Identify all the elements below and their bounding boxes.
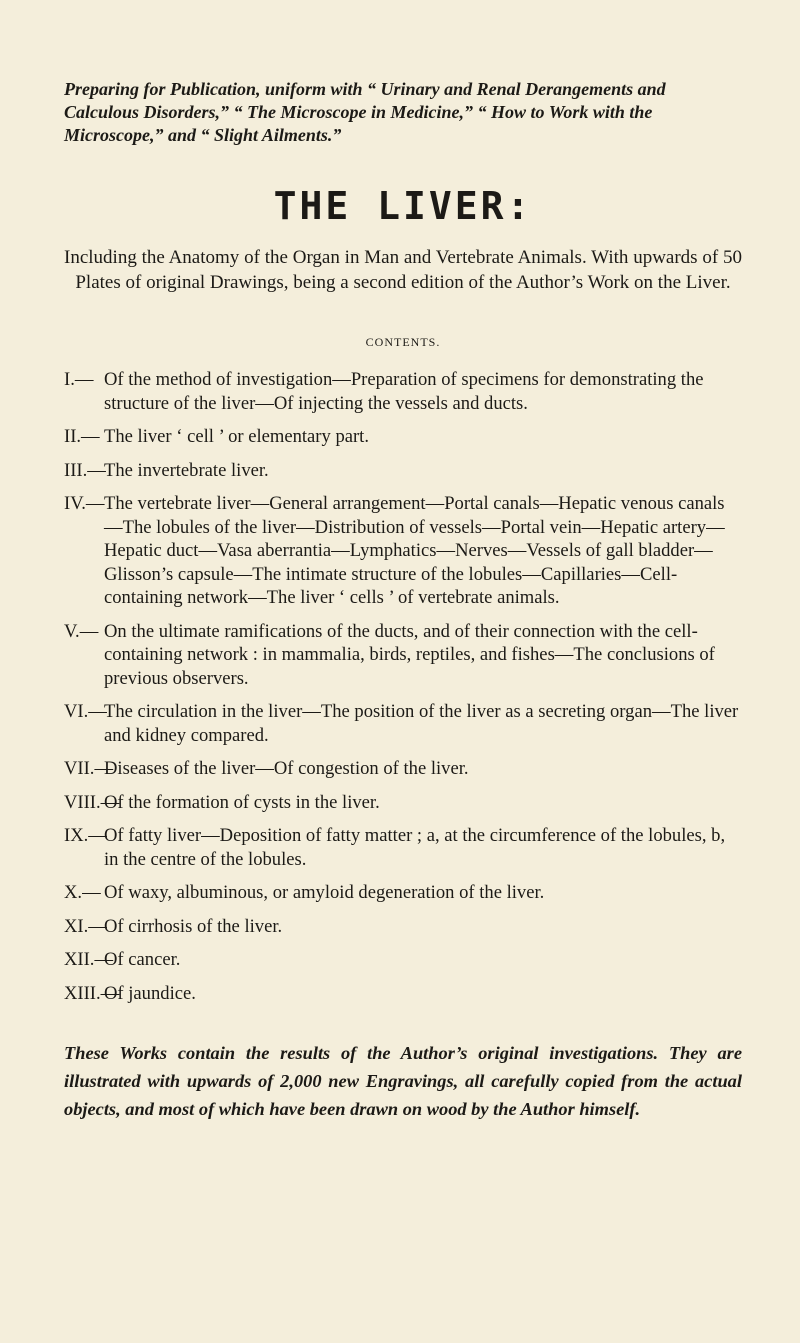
description-paragraph: Including the Anatomy of the Organ in Man and Vertebrate Animals. With upwards of 50 Plates of original Drawings, being a second edition of the Author’s Work on the Liver. bbox=[64, 247, 742, 293]
contents-item-number: XIII. — bbox=[64, 982, 119, 1006]
contents-item-text: The circulation in the liver—The position of the liver as a secreting organ—The liver and kidney compared. bbox=[104, 701, 739, 746]
contents-item bbox=[64, 948, 742, 972]
contents-item-number: III. — bbox=[64, 459, 106, 483]
contents-item-text: Diseases of the liver—Of congestion of the liver. bbox=[104, 758, 469, 779]
contents-item-number: VIII. — bbox=[64, 791, 119, 815]
contents-heading: CONTENTS. bbox=[365, 335, 441, 349]
intro-paragraph: Preparing for Publication, uniform with “ Urinary and Renal Derangements and Calculous Disorders,” “ The Microscope in Medicine,” “ How to Work with the Microscope,” and “ Slight Ailments.” bbox=[64, 79, 666, 145]
contents-item-text: Of jaundice. bbox=[104, 982, 196, 1004]
contents-item bbox=[64, 459, 742, 483]
contents-item bbox=[64, 824, 742, 871]
contents-item bbox=[64, 425, 742, 449]
page-title: THE LIVER: bbox=[273, 184, 533, 228]
contents-item-text: The invertebrate liver. bbox=[104, 459, 269, 481]
contents-item-text: On the ultimate ramifications of the ducts, and of their connection with the cell-containing network : in mammalia, birds, reptiles, and fishes—The conclusions of previous observers. bbox=[104, 620, 715, 689]
closing-paragraph: These Works contain the results of the Author’s original investigations. They are illustrated with upwards of 2,000 new Engravings, all carefully copied from the actual objects, and most of which have been drawn on wood by the Author himself. bbox=[64, 1043, 742, 1119]
contents-item bbox=[64, 620, 742, 691]
contents-item-text: The liver ‘ cell ’ or elementary part. bbox=[104, 426, 369, 447]
contents-item-text: Of fatty liver—Deposition of fatty matter ; a, at the circumference of the lobules, b, in the centre of the lobules. bbox=[104, 825, 726, 870]
contents-item-text: The vertebrate liver—General arrangement—Portal canals—Hepatic venous canals—The lobules of the liver—Distribution of vessels—Portal vein—Hepatic artery—Hepatic duct—Vasa aberrantia—Lymphatics—Nerves—Vessels of gall bladder—Glisson’s capsule—The intimate structure of the lobules—Capillaries—Cell-containing network—The liver ‘ cells ’ of vertebrate animals. bbox=[104, 493, 725, 608]
contents-item-text: Of cancer. bbox=[104, 949, 181, 970]
contents-item bbox=[64, 492, 742, 610]
contents-item-number: V. — bbox=[64, 620, 98, 644]
contents-item-number: X. — bbox=[64, 881, 101, 905]
contents-item-text: Of the formation of cysts in the liver. bbox=[104, 791, 380, 813]
contents-item bbox=[64, 757, 742, 781]
contents-item bbox=[64, 881, 742, 905]
contents-item-text: Of waxy, albuminous, or amyloid degeneration of the liver. bbox=[104, 882, 545, 903]
contents-item bbox=[64, 791, 742, 815]
contents-item bbox=[64, 368, 742, 415]
contents-item-number: IX. — bbox=[64, 824, 107, 848]
contents-item-text: Of the method of investigation—Preparation of specimens for demonstrating the structure of the liver—Of injecting the vessels and ducts. bbox=[104, 369, 704, 414]
contents-item-number: I. — bbox=[64, 368, 93, 392]
contents-item-number: VI. — bbox=[64, 700, 107, 724]
contents-item-text: Of cirrhosis of the liver. bbox=[104, 915, 283, 937]
contents-list bbox=[64, 368, 742, 1005]
contents-item-number: XII. — bbox=[64, 948, 113, 972]
contents-item bbox=[64, 700, 742, 747]
contents-item bbox=[64, 982, 742, 1006]
contents-item-number: VII. — bbox=[64, 757, 113, 781]
contents-item-number: II. — bbox=[64, 425, 100, 449]
contents-item-number: XI. — bbox=[64, 915, 107, 939]
contents-item-number: IV. — bbox=[64, 492, 104, 516]
contents-item bbox=[64, 915, 742, 939]
